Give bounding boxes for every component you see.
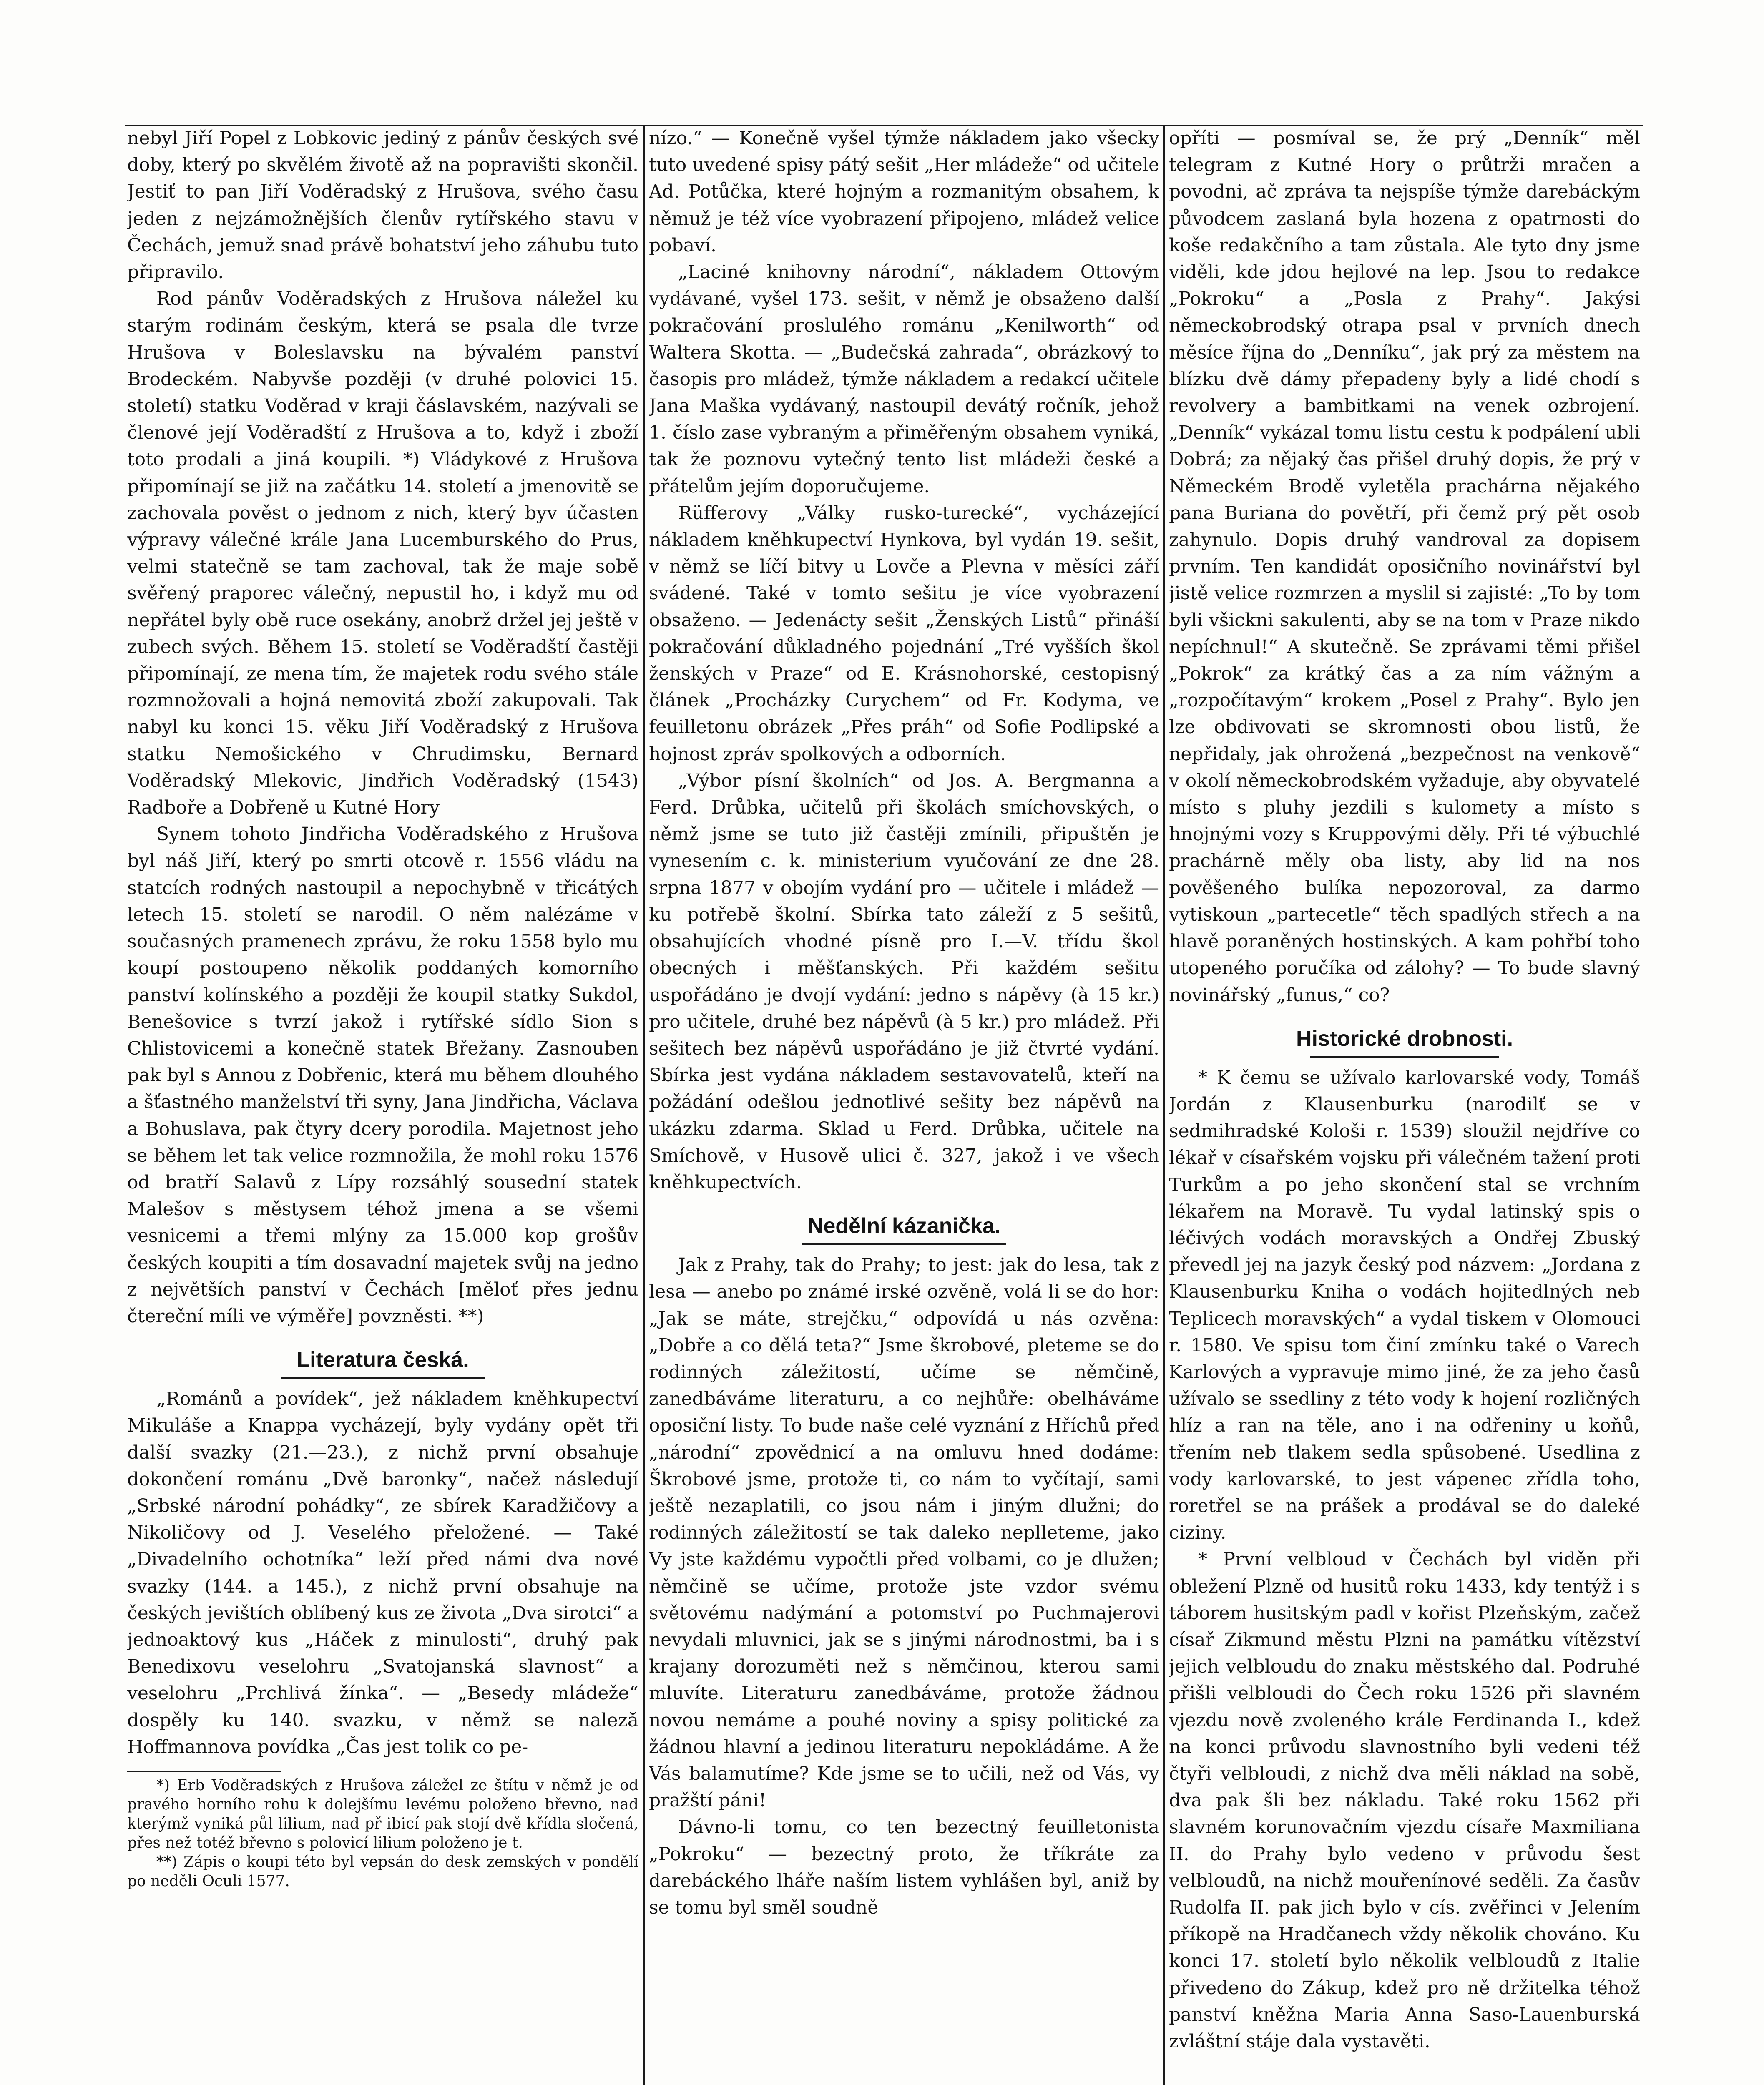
body-paragraph: Dávno-li tomu, co ten bezectný feuilletonista „Pokroku“ — bezectný proto, že tříkráte za darebáckého lháře naším listem vyhlášen byl, aniž by se tomu byl směl soudně <box>649 1816 1159 1918</box>
body-paragraph: nebyl Jiří Popel z Lobkovic jediný z pánův českých své doby, který po skvělém životě až na popravišti skončil. Jestiť to pan Jiří Voděradský z Hrušova, svého času jeden z nejzámožnějších členův rytířského stavu v Čechách, jemuž snad právě bohatství jeho záhubu tuto připravilo. <box>127 128 638 283</box>
section-heading <box>649 1213 1159 1245</box>
section-heading <box>127 1346 638 1379</box>
section-heading-text: Historické drobnosti. <box>1296 1026 1513 1051</box>
body-paragraph: nízo.“ — Konečně vyšel týmže nákladem jako všecky tuto uvedené spisy pátý sešit „Her mládeže“ od učitele Ad. Potůčka, které hojným a rozmanitým obsahem, k němuž je též více vyobrazení připojeno, mládež velice pobaví. <box>649 128 1159 256</box>
heading-underline <box>1310 1056 1499 1058</box>
footnote: *) Erb Voděradských z Hrušova záležel ze štítu v němž je od pravého horního rohu k dolejšímu levému položeno břevno, nad kterýmž vyniká půl lilium, nad př ibicí pak stojí dvě křídla sločená, přes než totéž břevno s polovicí lilium položeno je t. <box>127 1776 638 1851</box>
section-heading <box>1169 1025 1640 1058</box>
heading-underline <box>281 1377 485 1379</box>
column-middle <box>649 125 1159 2085</box>
body-paragraph: opříti — posmíval se, že prý „Denník“ měl telegram z Kutné Hory o průtrži mračen a povodni, ač zpráva ta nejspíše týmže darebáckým původcem zaslaná byla hozena z opatrnosti do koše redakčního a tam zůstala. Ale tyto dny jsme viděli, kde jdou hejlové na lep. Jsou to redakce „Pokroku“ a „Posla z Prahy“. Jakýsi německobrodský otrapa psal v prvních dnech měsíce října do „Denníku“, jak prý za městem na blízku dvě dámy přepadeny byly a lidé chodí s revolvery a bambitkami na venek ozbrojení. „Denník“ vykázal tomu listu cestu k podpálení ubli Dobrá; za nějaký čas přišel druhý dopis, že prý v Německém Brodě vyletěla prachárna nějakého pana Buriana do povětří, při čemž prý pět osob zahynulo. Dopis druhý vandroval za dopisem prvním. Ten kandidát oposičního novinářství byl jistě velice rozmrzen a myslil si zajisté: „To by tom byli všickni sakulenti, aby se na tom v Praze nikdo nepíchnul!“ A skutečně. Se zprávami těmi přišel „Pokrok“ za krátký čas a za ním vážným a „rozpočítavým“ krokem „Posel z Prahy“. Bylo jen lze obdivovati se skromnosti obou listů, že nepřidaly, jak ohrožená „bezpečnost na venkově“ v okolí německobrodském vyžaduje, aby obyvatelé místo s pluhy jezdili s kulomety a místo s hnojnými vozy s Kruppovými děly. Při té výbuchlé prachárně měly oba listy, aby lid na nos pověšeného bulíka nepozoroval, za darmo vytiskoun „partecetle“ těch spadlých střech a na hlavě poraněných hostinských. A kam pohřbí toho utopeného poručíka od zálohy? — To bude slavný novinářský „funus,“ co? <box>1169 128 1640 1006</box>
body-paragraph: „Románů a povídek“, jež nákladem kněhkupectví Mikuláše a Knappa vycházejí, byly vydány opět tři další svazky (21.—23.), z nichž první obsahuje dokončení románu „Dvě baronky“, načež následují „Srbské národní pohádky“, ze sbírek Karadžičovy a Nikoličovy od J. Veselého přeložené. — Také „Divadelního ochotníka“ leží před námi dva nové svazky (144. a 145.), z nichž první obsahuje na českých jevištích oblíbený kus ze života „Dva sirotci“ a jednoaktový kus „Háček z minulosti“, druhý pak Benedixovu veselohru „Svatojanská slavnost“ a veselohru „Prchlivá žínka“. — „Besedy mládeže“ dospěly ku 140. svazku, v němž se naleză Hoffmannova povídka „Čas jest tolik co pe- <box>127 1388 638 1758</box>
section-heading-text: Nedělní kázanička. <box>807 1214 1001 1238</box>
body-paragraph: Jak z Prahy, tak do Prahy; to jest: jak do lesa, tak z lesa — anebo po známé irské ozvěně, volá li se do hor: „Jak se máte, strejčku,“ odpovídá u nás ozvěna: „Dobře a co dělá teta?“ Jsme škrobové, pleteme se do rodinných záležitostí, učíme se němčině, zanedbáváme literaturu, a co nejhůře: obelháváme oposiční listy. To bude naše celé vyznání z Hříchů před „národní“ zpovědnicí a na omluvu hned dodáme: Škrobové jsme, protože ti, co nám to vyčítají, sami ještě nezaplatili, co jsou nám i jiným dlužni; do rodinných záležitostí se tak daleko neplleteme, jako Vy jste každému vypočtli před volbami, co je dlužen; němčině se učíme, protože jste vzdor svému světovému nadýmání a potomství po Puchmajerovi nevydali mluvnici, jak se s jinými národnostmi, ba i s krajany dorozuměti než s němčinou, kterou sami mluvíte. Literaturu zanedbáváme, protože žádnou novou nemáme a pouhé noviny a spisy politické za žádnou hlavní a jedinou literaturu nepokládáme. A že Vás balamutíme? Kde jsme se to učili, než od Vás, vy pražští páni! <box>649 1254 1159 1811</box>
section-heading-text: Literatura česká. <box>297 1348 469 1372</box>
body-paragraph: „Laciné knihovny národní“, nákladem Ottovým vydávané, vyšel 173. sešit, v němž je obsaženo další pokračování proslulého románu „Kenilworth“ od Waltera Skotta. — „Budečská zahrada“, obrázkový to časopis pro mládež, týmže nákladem a redakcí učitele Jana Maška vydávaný, nastoupil devátý ročník, jehož 1. číslo zase vybraným a přiměřeným obsahem vyniká, tak že poznovu vytečný tento list mládeži české a přátelům jejím doporučujeme. <box>649 261 1159 497</box>
footnote: **) Zápis o koupi této byl vepsán do desk zemských v pondělí po neděli Oculi 1577. <box>127 1853 638 1890</box>
body-paragraph: Rüfferovy „Války rusko-turecké“, vycházející nákladem kněhkupectví Hynkova, byl vydán 19. sešit, v němž se líčí bitvy u Lovče a Plevna v měsíci září svádené. Také v tomto sešitu je více vyobrazení obsaženo. — Jedenácty sešit „Ženských Listů“ přináší pokračování důkladného pojednání „Tré vyšších škol ženských v Praze“ od E. Krásnohorské, cestopisný článek „Procházky Curychem“ od Fr. Kodyma, ve feuilletonu obrázek „Přes práh“ od Sofie Podlipské a hojnost zpráv spolkových a odborních. <box>649 502 1159 765</box>
body-paragraph: * K čemu se užívalo karlovarské vody, Tomáš Jordán z Klausenburku (narodilť se v sedmihradské Kološi r. 1539) sloužil nejdříve co lékař v císařském vojsku při válečném tažení proti Turkům a po jeho skončení stal se vrchním lékařem na Moravě. Tu vydal latinský spis o léčivých vodách moravských a Ondřej Zbuský převedl jej na jazyk český pod názvem: „Jordana z Klausenburku Kniha o vodách hojitedlných neb Teplicech moravských“ a vydal tiskem v Olomouci r. 1580. Ve spisu tom činí zmínku také o Varech Karlových a vypravuje mimo jiné, že za jeho časů užívalo se ssedliny z této vody k hojení rozličných hlíz a ran na těle, ano i na odřeniny u koňů, třením neb tlakem sedla spůsobené. Usedlina z vody karlovarské, to jest vápenec zřídla toho, roretřel se na prášek a prodával se do daleké ciziny. <box>1169 1067 1640 1544</box>
body-paragraph: Synem tohoto Jindřicha Voděradského z Hrušova byl náš Jiří, který po smrti otcově r. 1556 vládu na statcích rodných nastoupil a nepochybně v třicátých letech 15. století se narodil. O něm nalézáme v současných pramenech zprávu, že roku 1558 bylo mu koupí postoupeno několik poddaných komorního panství kolínského a později že koupil statky Sukdol, Benešovice s tvrzí jakož i rytířské sídlo Sion s Chlistovicemi a konečně statek Břežany. Zasnouben pak byl s Annou z Dobřenic, která mu během dlouhého a šťastného manželství tři syny, Jana Jindřicha, Václava a Bohuslava, pak čtyry dcery porodila. Majetnost jeho se během let tak velice rozmnožila, že mohl roku 1576 od bratří Salavů z Lípy rozsáhlý sousední statek Malešov s městysem téhož jmena a se všemi vesnicemi a třemi mlýny za 15.000 kop grošův českých koupiti a tím dosavadní majetek svůj na jedno z největších panství v Čechách [měloť přes jednu čtereční míli ve výměře] povzněsti. **) <box>127 824 638 1327</box>
body-paragraph: „Výbor písní školních“ od Jos. A. Bergmanna a Ferd. Drůbka, učitelů při školách smíchovských, o němž jsme se tuto již častěji zmínili, připuštěn je vynesením c. k. ministerium vyučování ze dne 28. srpna 1877 v obojím vydání pro — učitele i mládež — ku potřebě školní. Sbírka tato záleží z 5 sešitů, obsahujících vhodné písně pro I.—V. třídu škol obecných i měšťanských. Při každém sešitu uspořádáno je dvojí vydání: jedno s nápěvy (à 15 kr.) pro učitele, druhé bez nápěvů (à 5 kr.) pro mládež. Při sešitech bez nápěvů uspořádáno je již čtvrté vydání. Sbírka jest vydána nákladem sestavovatelů, kteří na požádání odešlou jednotlivé sešity bez nápěvů na ukázku zdarma. Sklad u Ferd. Drůbka, učitele na Smíchově, v Husově ulici č. 327, jakož i ve všech kněhkupectvích. <box>649 770 1159 1193</box>
footnote-rule <box>127 1771 281 1772</box>
column-divider-right <box>1163 125 1165 2085</box>
body-paragraph: * První velbloud v Čechách byl viděn při obležení Plzně od husitů roku 1433, kdy tentýž i s táborem husitským padl v kořist Plzeňským, začež císař Zikmund městu Plzni na památku vítězství jejich velbloudu do znaku městského dal. Podruhé přišli velbloudi do Čech roku 1526 při slavném vjezdu nově zvoleného krále Ferdinanda I., kdež na konci průvodu slavnostního byli vedeni též čtyři velbloudi, z nichž dva měli náklad na sobě, dva pak šli bez nákladu. Také roku 1562 při slavném korunovačním vjezdu císaře Maxmiliana II. do Prahy bylo vedeno v průvodu šest velbloudů, na nichž mouřenínové seděli. Za časův Rudolfa II. pak jich bylo v cís. zvěřinci v Jelením příkopě na Hradčanech vždy několik chováno. Ku konci 17. století bylo několik velbloudů z Italie přivedeno do Zákup, kdež pro ně držitelka téhož panství kněžna Maria Anna Saso-Lauenburská zvláštní stáje dala vystavěti. <box>1169 1549 1640 2052</box>
column-left <box>127 125 638 2085</box>
column-divider-left <box>643 125 645 2085</box>
heading-underline <box>802 1243 1006 1245</box>
column-right <box>1169 125 1640 2085</box>
body-paragraph: Rod pánův Voděradských z Hrušova náležel ku starým rodinám českým, která se psala dle tvrze Hrušova v Boleslavsku na bývalém panství Brodeckém. Nabyvše později (v druhé polovici 15. století) statku Voděrad v kraji čáslavském, nazývali se členové její Voděradští z Hrušova a to, když i zboží toto prodali a jiná koupili. *) Vládykové z Hrušova připomínají se již na začátku 14. století a jmenovitě se zachovala pověst o jednom z nich, který byv účasten výpravy válečné krále Jana Lucemburského do Prus, velmi statečně se tam zachoval, tak že maje sobě svěřený praporec válečný, nepustil ho, i když mu od nepřátel byly obě ruce osekány, anobrž držel jej ještě v zubech svých. Během 15. století se Voděradští častěji připomínají, ze mena tím, že majetek rodu svého stále rozmnožovali a hojná nemovitá zboží zakupovali. Tak nabyl ku konci 15. věku Jiří Voděradský z Hrušova statku Nemošického v Chrudimsku, Bernard Voděradský Mlekovic, Jindřich Voděradský (1543) Radboře a Dobřeně u Kutné Hory <box>127 288 638 819</box>
